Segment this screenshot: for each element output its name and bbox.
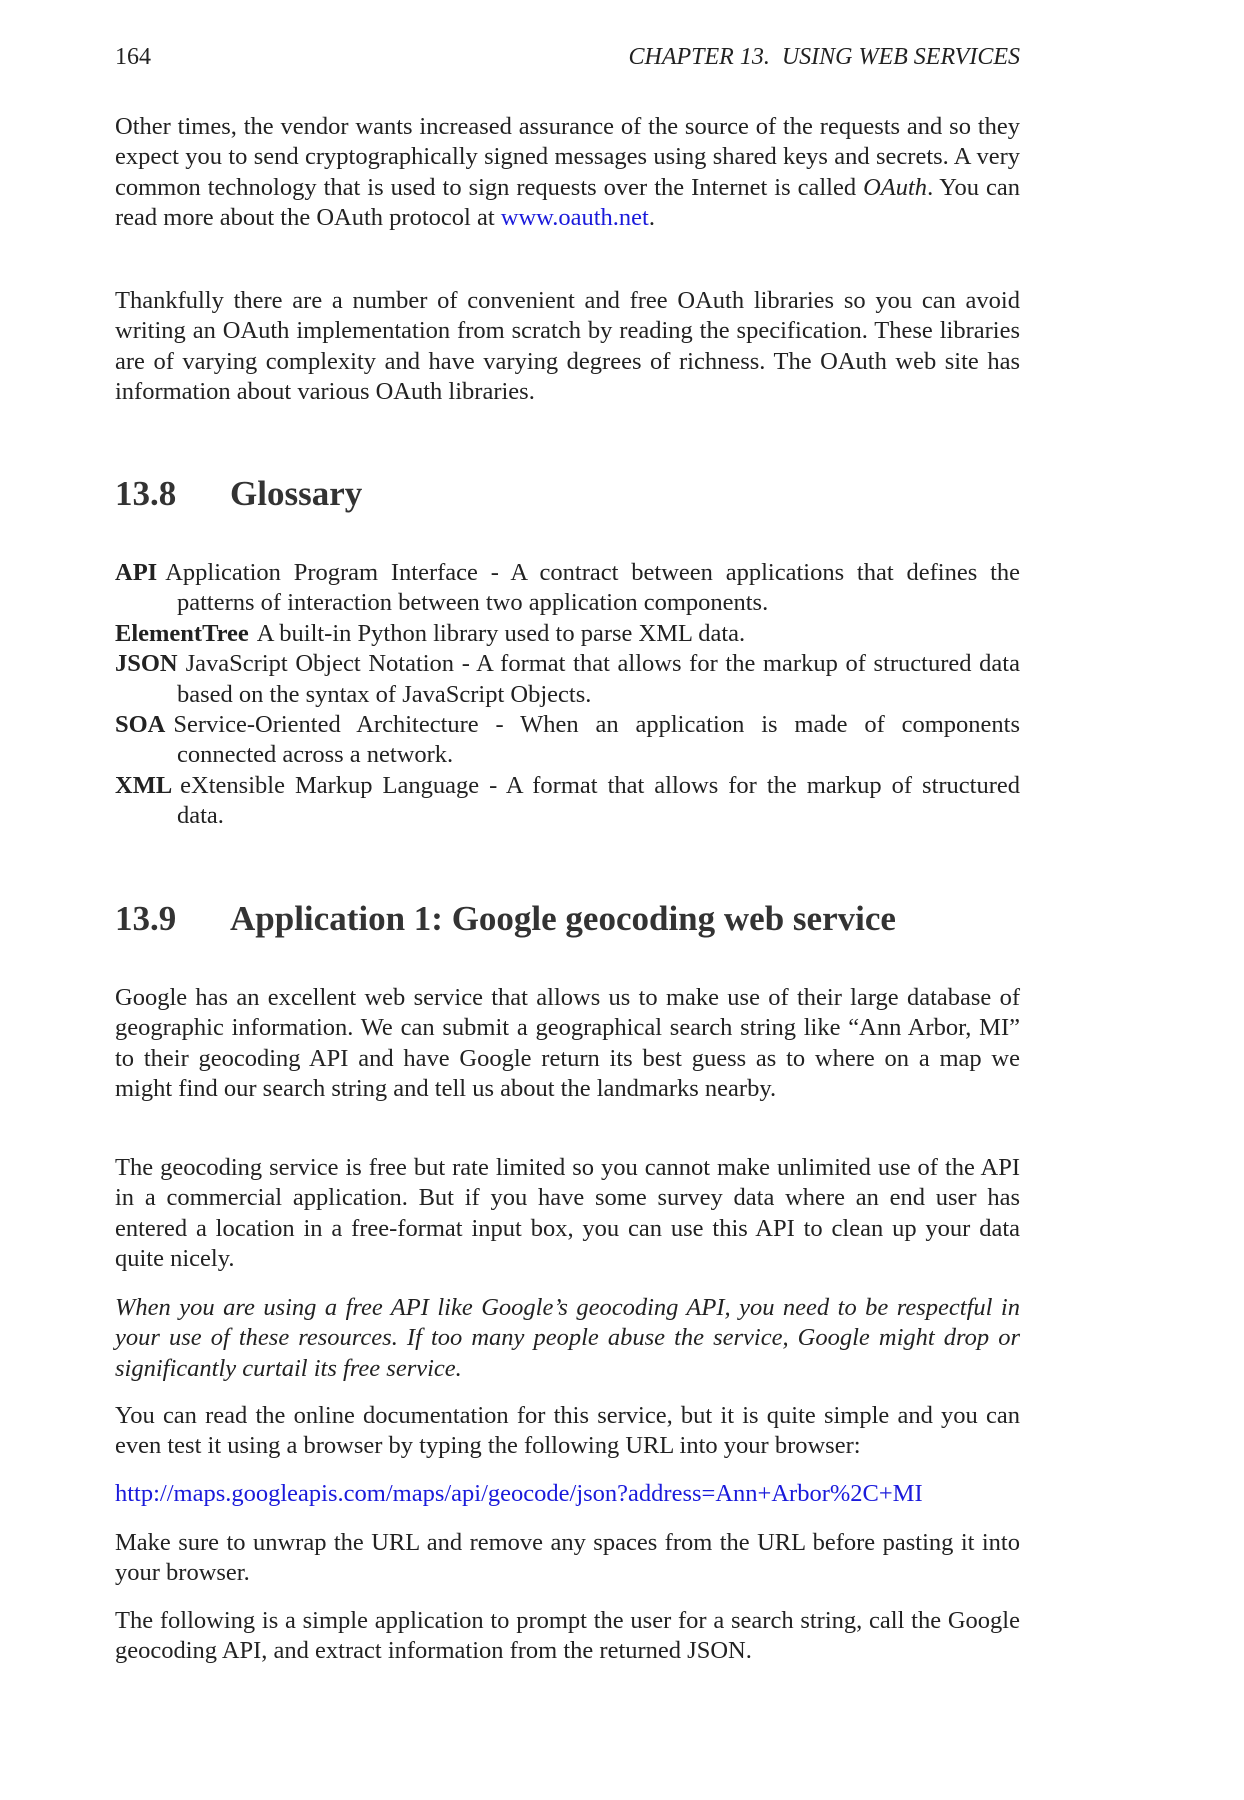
glossary-item — [115, 558, 1020, 619]
paragraph-libraries: Thankfully there are a number of convenient and free OAuth libraries so you can avoid writing an OAuth implementation from scratch by reading the specification. These libraries are of varying complexity and have varying degrees of richness. The OAuth web site has information about various OAuth libraries. — [115, 287, 1020, 406]
section-number: 13.9 — [115, 899, 177, 938]
paragraph-rate-limit: The geocoding service is free but rate limited so you cannot make unlimited use of the API in a commercial application. But if you have some survey data where an end user has entered a location in a free-format input box, you can use this API to clean up your data quite nicely. — [115, 1154, 1020, 1273]
paragraph-application: The following is a simple application to prompt the user for a search string, call the Google geocoding API, and extract information from the returned JSON. — [115, 1607, 1020, 1665]
glossary-definition: Application Program Interface - A contract between applications that defines the patterns of interaction between two application components. — [165, 559, 1020, 617]
section-heading-geocoding — [115, 899, 896, 939]
glossary-definition: eXtensible Markup Language - A format that allows for the markup of structured data. — [177, 771, 1020, 830]
page-number: 164 — [115, 44, 151, 70]
paragraph-note: When you are using a free API like Google’s geocoding API, you need to be respectful in your use of these resources. If too many people abuse the service, Google might drop or significantly curtail its free service. — [115, 1294, 1020, 1382]
glossary-item — [115, 619, 1020, 649]
geocode-url-link[interactable]: http://maps.googleapis.com/maps/api/geocode/json?address=Ann+Arbor%2C+MI — [115, 1480, 923, 1507]
glossary-term: ElementTree — [115, 619, 249, 647]
section-number: 13.8 — [115, 474, 177, 513]
glossary-term: XML — [115, 771, 173, 799]
section-title: Application 1: Google geocoding web service — [230, 899, 896, 938]
chapter-title: CHAPTER 13. USING WEB SERVICES — [628, 44, 1020, 70]
text: Other times, the vendor wants increased assurance of the source of the requests and so they expect you to send cryptographically signed messages using shared keys and secrets. A very common technology that is used to sign requests over the Internet is called — [115, 113, 1020, 201]
glossary-definition: JavaScript Object Notation - A format that allows for the markup of structured data based on the syntax of JavaScript Objects. — [177, 650, 1020, 708]
paragraph-oauth — [115, 112, 1020, 234]
emphasis: OAuth — [863, 173, 928, 201]
glossary-item — [115, 649, 1020, 710]
glossary-definition: Service-Oriented Architecture - When an application is made of components connected across a network. — [173, 711, 1020, 769]
glossary-term: API — [115, 559, 158, 586]
paragraph-documentation: You can read the online documentation for this service, but it is quite simple and you can even test it using a browser by typing the following URL into your browser: — [115, 1402, 1020, 1460]
glossary-item — [115, 710, 1020, 771]
glossary-term: JSON — [115, 650, 178, 678]
glossary-list — [115, 558, 1020, 832]
glossary-item — [115, 771, 1020, 832]
glossary-definition: A built-in Python library used to parse XML data. — [256, 619, 746, 647]
text: . — [648, 204, 655, 232]
section-title: Glossary — [230, 474, 363, 513]
section-heading-glossary — [115, 474, 362, 514]
glossary-term: SOA — [115, 711, 166, 739]
paragraph-google-intro: Google has an excellent web service that allows us to make use of their large database of geographic information. We can submit a geographical search string like “Ann Arbor, MI” to their geocoding API and have Google return its best guess as to where on a map we might find our search string and tell us about the landmarks nearby. — [115, 984, 1020, 1103]
paragraph-unwrap: Make sure to unwrap the URL and remove any spaces from the URL before pasting it into your browser. — [115, 1529, 1020, 1587]
oauth-link[interactable]: www.oauth.net — [500, 204, 649, 232]
text: . You can read more about the OAuth protocol at — [115, 173, 1020, 232]
